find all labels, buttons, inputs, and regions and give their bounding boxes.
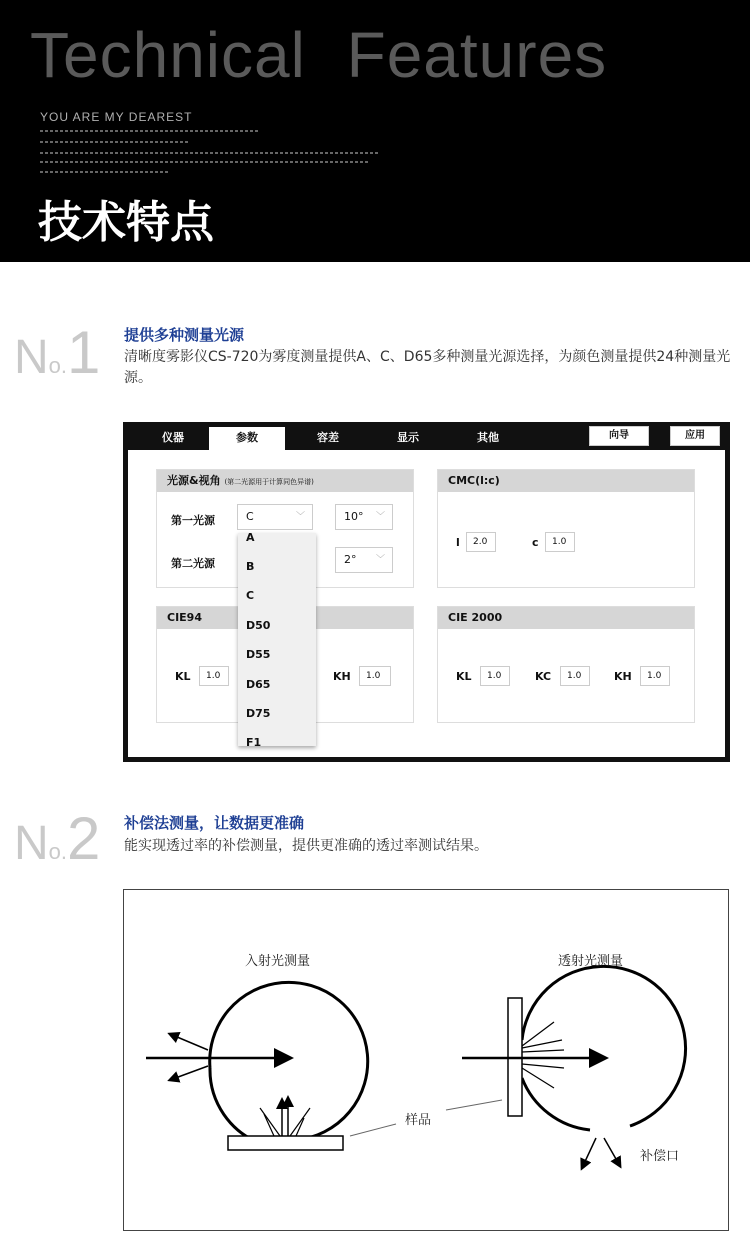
port-arrow bbox=[604, 1138, 620, 1166]
transmit-sphere-arc-lower bbox=[522, 1078, 590, 1130]
hero-fine-text-line bbox=[40, 161, 370, 163]
apply-button[interactable]: 应用 bbox=[670, 426, 720, 446]
wizard-button[interactable]: 向导 bbox=[589, 426, 649, 446]
dropdown-option[interactable]: D75 bbox=[246, 707, 271, 720]
transmit-sphere-arc bbox=[522, 966, 686, 1126]
measurement-diagram bbox=[123, 889, 729, 1231]
cmc-l-label: l bbox=[456, 536, 460, 549]
transmit-scatter-line bbox=[522, 1064, 564, 1068]
cmc-c-input[interactable]: 1.0 bbox=[545, 532, 575, 552]
cie94-kl-label: KL bbox=[175, 670, 191, 683]
section-number-2: No.2 bbox=[14, 805, 101, 872]
cie94-box-header: CIE94 bbox=[157, 607, 413, 629]
hero-fine-text-line bbox=[40, 152, 380, 154]
sphere-diagram-svg bbox=[124, 890, 730, 1232]
cmc-c-label: c bbox=[532, 536, 539, 549]
tab-display[interactable]: 显示 bbox=[397, 431, 419, 444]
chevron-down-icon: ﹀ bbox=[375, 555, 385, 565]
dropdown-option[interactable]: A bbox=[246, 533, 255, 544]
cie94-kh-input[interactable]: 1.0 bbox=[359, 666, 391, 686]
section-number-1: No.1 bbox=[14, 319, 101, 386]
illuminant-box-header: 光源&视角 (第二光源用于计算同色异谱) bbox=[157, 470, 413, 492]
scatter-line bbox=[296, 1118, 304, 1136]
scatter-line bbox=[260, 1108, 280, 1136]
second-angle-select[interactable]: 2° ﹀ bbox=[335, 547, 393, 573]
cie2000-kh-input[interactable]: 1.0 bbox=[640, 666, 670, 686]
compensation-port-label: 补偿口 bbox=[640, 1149, 680, 1164]
cie2000-kc-label: KC bbox=[535, 670, 552, 683]
first-angle-select[interactable]: 10° ﹀ bbox=[335, 504, 393, 530]
transmit-scatter-line bbox=[522, 1068, 554, 1088]
illuminant-dropdown-list bbox=[238, 533, 316, 746]
port-arrow bbox=[582, 1138, 596, 1168]
cie2000-box bbox=[437, 606, 695, 723]
transmission-measurement-label: 透射光测量 bbox=[558, 954, 624, 969]
chevron-down-icon: ﹀ bbox=[295, 512, 305, 522]
transmit-scatter-line bbox=[522, 1050, 564, 1052]
reflect-sample-plate bbox=[228, 1136, 343, 1150]
parameters-panel bbox=[128, 450, 725, 757]
dropdown-option[interactable]: C bbox=[246, 589, 255, 602]
first-illuminant-select[interactable]: C ﹀ bbox=[237, 504, 313, 530]
cie94-kh-label: KH bbox=[333, 670, 351, 683]
sample-pointer-line bbox=[350, 1124, 396, 1136]
section-2-description: 能实现透过率的补偿测量，提供更准确的透过率测试结果。 bbox=[124, 838, 488, 854]
reflection-arrow bbox=[170, 1066, 208, 1080]
cmc-l-input[interactable]: 2.0 bbox=[466, 532, 496, 552]
tab-instrument[interactable]: 仪器 bbox=[162, 431, 184, 444]
dropdown-option[interactable]: D55 bbox=[246, 648, 271, 661]
tab-tolerance[interactable]: 容差 bbox=[317, 431, 339, 444]
section-1-description: 清晰度雾影仪CS-720为雾度测量提供A、C、D65多种测量光源选择，为颜色测量提供24种测量光源。 bbox=[124, 349, 731, 386]
hero-fine-text-line bbox=[40, 130, 260, 132]
tab-parameters[interactable]: 参数 bbox=[209, 427, 285, 450]
cie2000-kc-input[interactable]: 1.0 bbox=[560, 666, 590, 686]
dropdown-option[interactable]: B bbox=[246, 560, 255, 573]
dropdown-option[interactable]: D65 bbox=[246, 678, 271, 691]
sample-pointer-line bbox=[446, 1100, 502, 1110]
cmc-box bbox=[437, 469, 695, 588]
sample-label: 样品 bbox=[405, 1113, 432, 1128]
tab-other[interactable]: 其他 bbox=[477, 431, 499, 444]
hero-title-en: Technical Features bbox=[30, 19, 608, 91]
dropdown-option[interactable]: D50 bbox=[246, 619, 271, 632]
section-1-title: 提供多种测量光源 bbox=[124, 326, 245, 344]
cie2000-kh-label: KH bbox=[614, 670, 632, 683]
cie2000-kl-input[interactable]: 1.0 bbox=[480, 666, 510, 686]
scatter-line bbox=[290, 1108, 310, 1136]
hero-fine-text-line bbox=[40, 171, 170, 173]
cie2000-kl-label: KL bbox=[456, 670, 472, 683]
device-screenshot bbox=[123, 422, 730, 762]
reflection-arrow bbox=[170, 1034, 208, 1050]
incident-measurement-label: 入射光测量 bbox=[245, 954, 311, 969]
hero-title-cn: 技术特点 bbox=[38, 197, 214, 248]
second-illuminant-label: 第二光源 bbox=[171, 557, 215, 570]
first-illuminant-label: 第一光源 bbox=[171, 514, 215, 527]
cie2000-box-header: CIE 2000 bbox=[438, 607, 694, 629]
chevron-down-icon: ﹀ bbox=[375, 512, 385, 522]
cie94-kl-input[interactable]: 1.0 bbox=[199, 666, 229, 686]
section-2-title: 补偿法测量，让数据更准确 bbox=[124, 814, 305, 832]
tab-bar bbox=[123, 422, 730, 450]
hero-banner bbox=[0, 0, 750, 262]
dropdown-option[interactable]: F1 bbox=[246, 736, 262, 746]
hero-fine-text-line bbox=[40, 141, 190, 143]
hero-subtitle: YOU ARE MY DEAREST bbox=[40, 110, 193, 124]
cmc-box-header: CMC(l:c) bbox=[438, 470, 694, 492]
incident-sphere-arc-lower bbox=[210, 1068, 262, 1144]
